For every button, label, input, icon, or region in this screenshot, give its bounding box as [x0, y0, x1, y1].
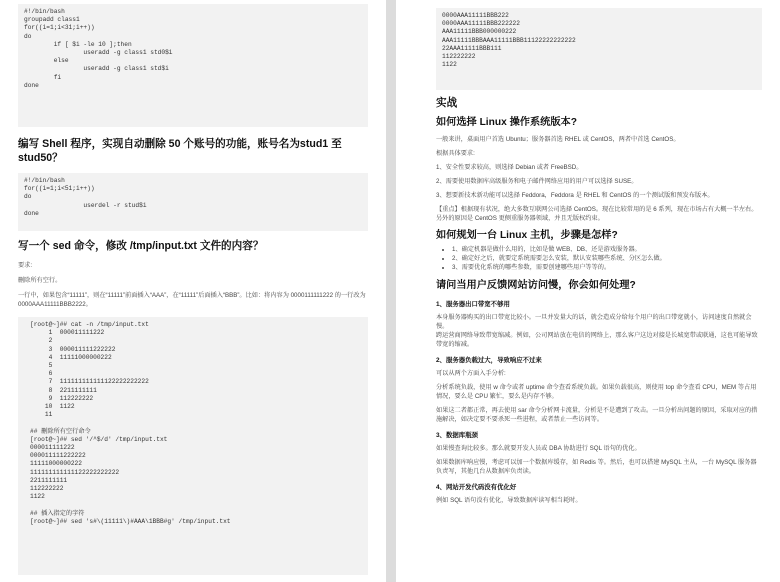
requirements-label: 要求:: [18, 262, 33, 269]
list-item: • 3、需要优化系统的哪些参数，需要创建哪些用户等等的。: [452, 264, 762, 273]
plan-steps-list: [436, 246, 762, 272]
code-block-create-users: #!/bin/bash groupadd class1 for((i=1;i<31;i++)) do if [ $i -le 10 ];then useradd -g class1 std0$i else useradd -g class1 std$i fi done: [18, 4, 368, 127]
s4-paragraph-1: 例如 SQL 语句没有优化，导致数据库读写相当耗时。: [436, 497, 582, 505]
right-page: [396, 0, 780, 582]
code-block-delete-users: #!/bin/bash for((i=1;i<51;i++)) do userdel -r stud$i done: [18, 173, 368, 231]
q1-paragraph-3: 1、安全性要求较高，则选择 Debian 或者 FreeBSD。: [436, 164, 583, 171]
s1-paragraph-1: 本身服务器购买的出口带宽比较小。一旦并发量大的话，就会造成分给每个用户的出口带宽就小，访问速度自然就会慢。: [436, 314, 752, 331]
subheading-bandwidth: 1、服务器出口带宽不够用: [436, 301, 510, 309]
heading-plan-linux-host: 如何规划一台 Linux 主机，步骤是怎样?: [436, 230, 618, 241]
subheading-server-load: 2、服务器负载过大，导致响应不过来: [436, 357, 542, 365]
s2-paragraph-3: 如果这二者都正常，再去使用 sar 命令分析网卡流量，分析是不是遭到了攻击。一旦分析出问题的原因，采取对应的措施解决，如决定要不要杀死一些进程，或者禁止一些访问等。: [436, 407, 758, 424]
list-item: • 2、确定好之后，就要定系统需要怎么安装，默认安装哪些系统、分区怎么做。: [452, 255, 762, 264]
section-title-practice: 实战: [436, 97, 458, 109]
requirement-2: 一行中，如果包含“11111”，则在“11111”前面插入“AAA”，在“11111”后面插入“BBB”。比如：将内容为 0000111111222 的一行改为 0000AAA11111BBB2222。: [18, 292, 366, 308]
q1-paragraph-4: 2、需要使用数据库高级服务和电子邮件网络应用的用户可以选择 SUSE。: [436, 178, 638, 185]
heading-choose-linux: 如何选择 Linux 操作系统版本?: [436, 117, 577, 128]
subheading-database: 3、数据库瓶颈: [436, 432, 478, 440]
q1-paragraph-1: 一般来讲，桌面用户首选 Ubuntu；服务器首选 RHEL 或 CentOS，两者中首选 CentOS。: [436, 136, 680, 143]
heading-delete-accounts: 编写 Shell 程序，实现自动删除 50 个账号的功能，账号名为stud1 至 stud50？: [18, 138, 342, 164]
left-page: [0, 0, 386, 582]
list-item: • 1、确定机器是做什么用的，比如是做 WEB、DB、还是游戏服务器。: [452, 246, 762, 255]
heading-slow-website: 请问当用户反馈网站访问慢，你会如何处理?: [436, 280, 636, 292]
subheading-code-optimization: 4、网站开发代码没有优化好: [436, 484, 517, 492]
code-block-sed: [root@~]## cat -n /tmp/input.txt 1 000011111222 2 3 000011111222222 4 11111000000222 5 6 7 111111111111122222222222 8 2211111111 9 112222222 10 1122 11 ## 删除所有空行命令 [root@~]## sed '/^$/d' /tmp/input.txt 000011111222 000011111222222 11111000000222 111111111111122222222222 2211111111 112222222 1122 ## 插入指定的字符 [root@~]## sed 's#\(11111\)#AAA\1BBB#g' /tmp/input.txt: [18, 317, 368, 575]
s3-paragraph-2: 如果数据库响应慢，考虑可以加一个数据库缓存，如 Redis 等。然后，也可以搭建 MySQL 主从，一台 MySQL 服务器负责写，其他几台从数据库负责读。: [436, 459, 757, 476]
heading-sed-command: 写一个 sed 命令，修改 /tmp/input.txt 文件的内容？: [18, 240, 264, 252]
q1-paragraph-6: 【重点】根据现有状况，绝大多数互联网公司选择 CentOS。现在比较常用的是 6 系列，现在市场占有大概一半左右。另外的原因是 CentOS 更侧重服务器领域，并且无版权约束。: [436, 206, 758, 222]
s3-paragraph-1: 如果慢查询比较多。那么就要开发人员或 DBA 协助进行 SQL 语句的优化。: [436, 445, 641, 453]
q1-paragraph-2: 根据具体要求:: [436, 150, 475, 157]
requirement-1: 删除所有空行。: [18, 277, 62, 284]
s1-paragraph-2: 跨运营商网络导致带宽缩减。例如，公司网站放在电信的网络上，那么客户这边对接是长城宽带或联通，这也可能导致带宽的缩减。: [436, 332, 758, 349]
s2-paragraph-2: 分析系统负载，使用 w 命令或者 uptime 命令查看系统负载。如果负载很高，则使用 top 命令查看 CPU，MEM 等占用情况，要么是 CPU 繁忙，要么是内存不够。: [436, 384, 757, 401]
code-block-sed-output: 0000AAA11111BBB222 0000AAA11111BBB222222 AAA11111BBB000000222 AAA11111BBBAAA11111BBB11122222222222 22AAA11111BBB111 112222222 1122: [436, 8, 762, 90]
s2-paragraph-1: 可以从两个方面入手分析:: [436, 370, 506, 378]
q1-paragraph-5: 3、想要新技术新功能可以选择 Feddora，Feddora 是 RHEL 和 CentOS 的一个测试版和预发布版本。: [436, 192, 714, 199]
